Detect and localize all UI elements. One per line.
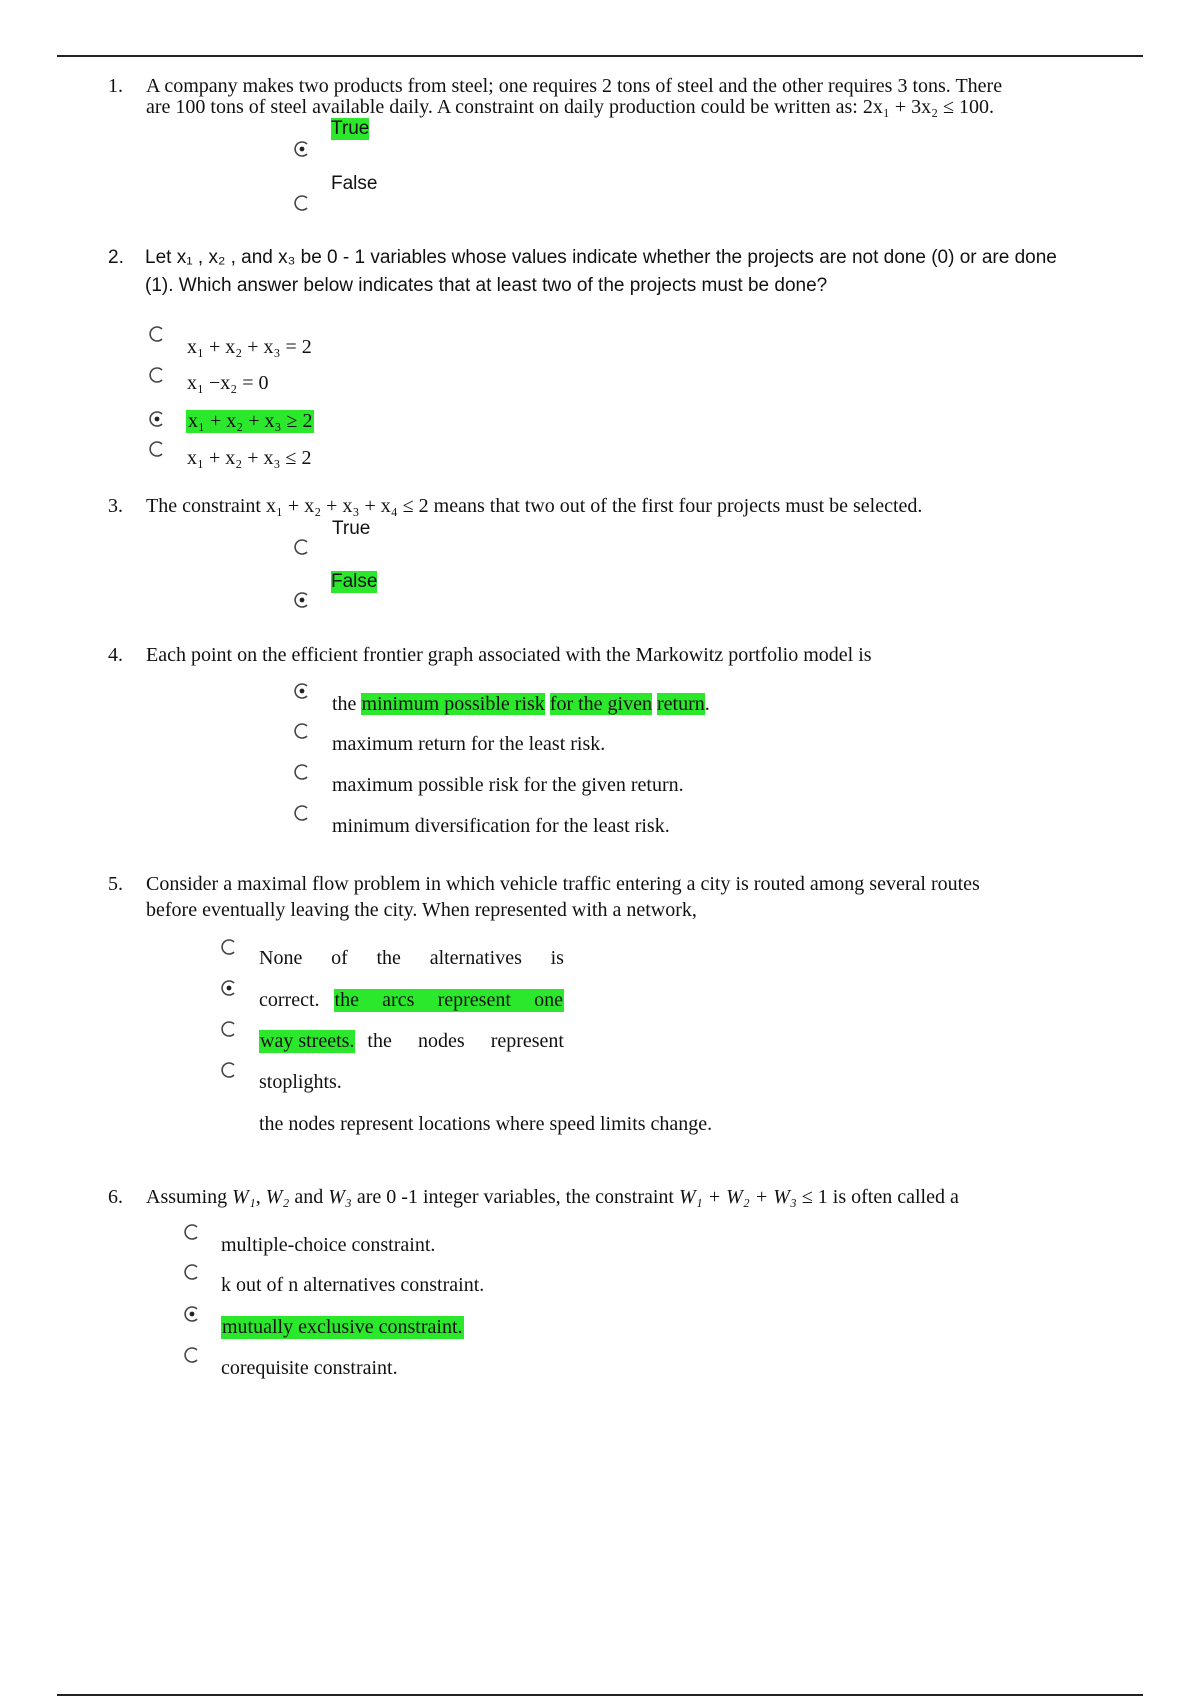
q4-option3-radio[interactable]	[293, 763, 311, 781]
q4-option1-highlight-2: for the given	[549, 693, 652, 715]
q5-option4-radio[interactable]	[220, 1061, 238, 1079]
q6-var-w3: W₃	[328, 1186, 352, 1208]
q1-text-line1: A company makes two products from steel; one requires 2 tons of steel and the other requires 3 tons. There	[146, 75, 1003, 97]
q2-option2-radio[interactable]	[148, 366, 166, 384]
q6-sep: ,	[255, 1186, 261, 1208]
q3-option-true-label: True	[332, 518, 371, 539]
q4-option1-highlight-1: minimum possible risk	[361, 693, 545, 715]
q4-option2-label: maximum return for the least risk.	[332, 733, 606, 755]
q6-option2-label: k out of n alternatives constraint.	[221, 1274, 485, 1296]
q6-and: and	[294, 1186, 324, 1208]
bottom-rule	[57, 1694, 1143, 1696]
q6-option3-radio[interactable]	[183, 1305, 201, 1323]
top-rule	[57, 55, 1143, 57]
q4-option2-radio[interactable]	[293, 722, 311, 740]
q2-option1-label: x₁ + x₂ + x₃ = 2	[187, 336, 312, 358]
q1-number: 1.	[108, 75, 123, 97]
q4-option1-highlight-3: return	[656, 693, 705, 715]
q5-number: 5.	[108, 873, 123, 895]
q2-option2-label: x₁ −x₂ = 0	[187, 372, 269, 394]
q3-option-true-radio[interactable]	[293, 538, 311, 556]
q6-text-line1	[146, 1186, 959, 1208]
q5-option1-radio[interactable]	[220, 938, 238, 956]
q4-text-line1: Each point on the efficient frontier graph associated with the Markowitz portfolio model is	[146, 644, 872, 666]
q3-number: 3.	[108, 495, 123, 517]
q5-word: None	[259, 947, 303, 969]
q1-option-true-radio[interactable]	[293, 140, 311, 158]
q2-option4-label: x₁ + x₂ + x₃ ≤ 2	[187, 447, 312, 469]
q5-word: correct.	[259, 989, 320, 1011]
q5-word: arcs	[382, 989, 415, 1011]
q1-option-true-label: True	[331, 118, 370, 139]
q5-word: represent	[490, 1030, 564, 1052]
q5-wrapped-line1	[259, 947, 564, 970]
q2-option3-radio[interactable]	[148, 410, 166, 428]
q5-text-line2: before eventually leaving the city. When represented with a network,	[146, 899, 697, 921]
q5-word: one	[534, 989, 563, 1011]
q6-option3-label: mutually exclusive constraint.	[222, 1316, 463, 1338]
q6-text-b: are 0 -1 integer variables, the constraint	[356, 1186, 674, 1208]
q5-answer-highlight-part1	[334, 989, 564, 1012]
q6-text-c: ≤ 1 is often called a	[801, 1186, 959, 1208]
q5-wrapped-line3	[259, 1030, 564, 1053]
q3-text-line1: The constraint x₁ + x₂ + x₃ + x₄ ≤ 2 means that two out of the first four projects must be selected.	[146, 495, 923, 517]
q4-option1-suffix: .	[704, 693, 710, 715]
q4-option1-label	[332, 693, 710, 716]
q5-option3-radio[interactable]	[220, 1020, 238, 1038]
q2-option1-radio[interactable]	[148, 325, 166, 343]
q5-word: nodes	[417, 1030, 465, 1052]
q2-option4-radio[interactable]	[148, 440, 166, 458]
q6-var-w2: W₂	[265, 1186, 290, 1208]
q5-word: alternatives	[429, 947, 522, 969]
q6-option1-label: multiple-choice constraint.	[221, 1234, 436, 1256]
q5-option2-radio[interactable]	[220, 979, 238, 997]
q4-option4-label: minimum diversification for the least risk.	[332, 815, 670, 837]
q6-text-a: Assuming	[146, 1186, 228, 1208]
q3-option-false-label: False	[331, 571, 378, 592]
q4-option1-radio[interactable]	[293, 682, 311, 700]
q5-wrapped-line3-plain	[367, 1030, 564, 1053]
q2-option3-label: x₁ + x₂ + x₃ ≥ 2	[188, 410, 313, 432]
q5-word: the	[376, 947, 401, 969]
q5-wrapped-line5: the nodes represent locations where speed limits change.	[259, 1113, 713, 1135]
q6-expression: W₁ + W₂ + W₃	[678, 1186, 797, 1208]
q5-word: the	[334, 989, 359, 1011]
q5-wrapped-line4: stoplights.	[259, 1071, 342, 1093]
q4-number: 4.	[108, 644, 123, 666]
q1-text-line2: are 100 tons of steel available daily. A constraint on daily production could be written as: 2x₁ + 3x₂ ≤ 100.	[146, 96, 995, 118]
q4-option3-label: maximum possible risk for the given return.	[332, 774, 684, 796]
q4-option4-radio[interactable]	[293, 804, 311, 822]
q2-text-line1: Let x₁ , x₂ , and x₃ be 0 - 1 variables whose values indicate whether the projects are not done (0) or are done	[145, 247, 1057, 268]
q5-word: the	[367, 1030, 392, 1052]
q6-option2-radio[interactable]	[183, 1263, 201, 1281]
q5-wrapped-line2	[259, 989, 564, 1012]
q5-word: of	[331, 947, 348, 969]
q3-option-false-radio[interactable]	[293, 591, 311, 609]
q5-word: is	[550, 947, 564, 969]
q5-text-line1: Consider a maximal flow problem in which vehicle traffic entering a city is routed among several routes	[146, 873, 980, 895]
q2-text-line2: (1). Which answer below indicates that at least two of the projects must be done?	[145, 275, 828, 296]
q5-word: represent	[437, 989, 511, 1011]
q1-option-false-label: False	[331, 173, 378, 194]
q5-answer-highlight-part2: way streets.	[260, 1030, 355, 1052]
q6-option4-radio[interactable]	[183, 1346, 201, 1364]
q6-option1-radio[interactable]	[183, 1223, 201, 1241]
q6-number: 6.	[108, 1186, 123, 1208]
q1-option-false-radio[interactable]	[293, 194, 311, 212]
q4-option1-prefix: the	[332, 693, 357, 715]
q2-number: 2.	[108, 247, 124, 268]
q6-var-w1: W₁	[232, 1186, 256, 1208]
q6-option4-label: corequisite constraint.	[221, 1357, 398, 1379]
